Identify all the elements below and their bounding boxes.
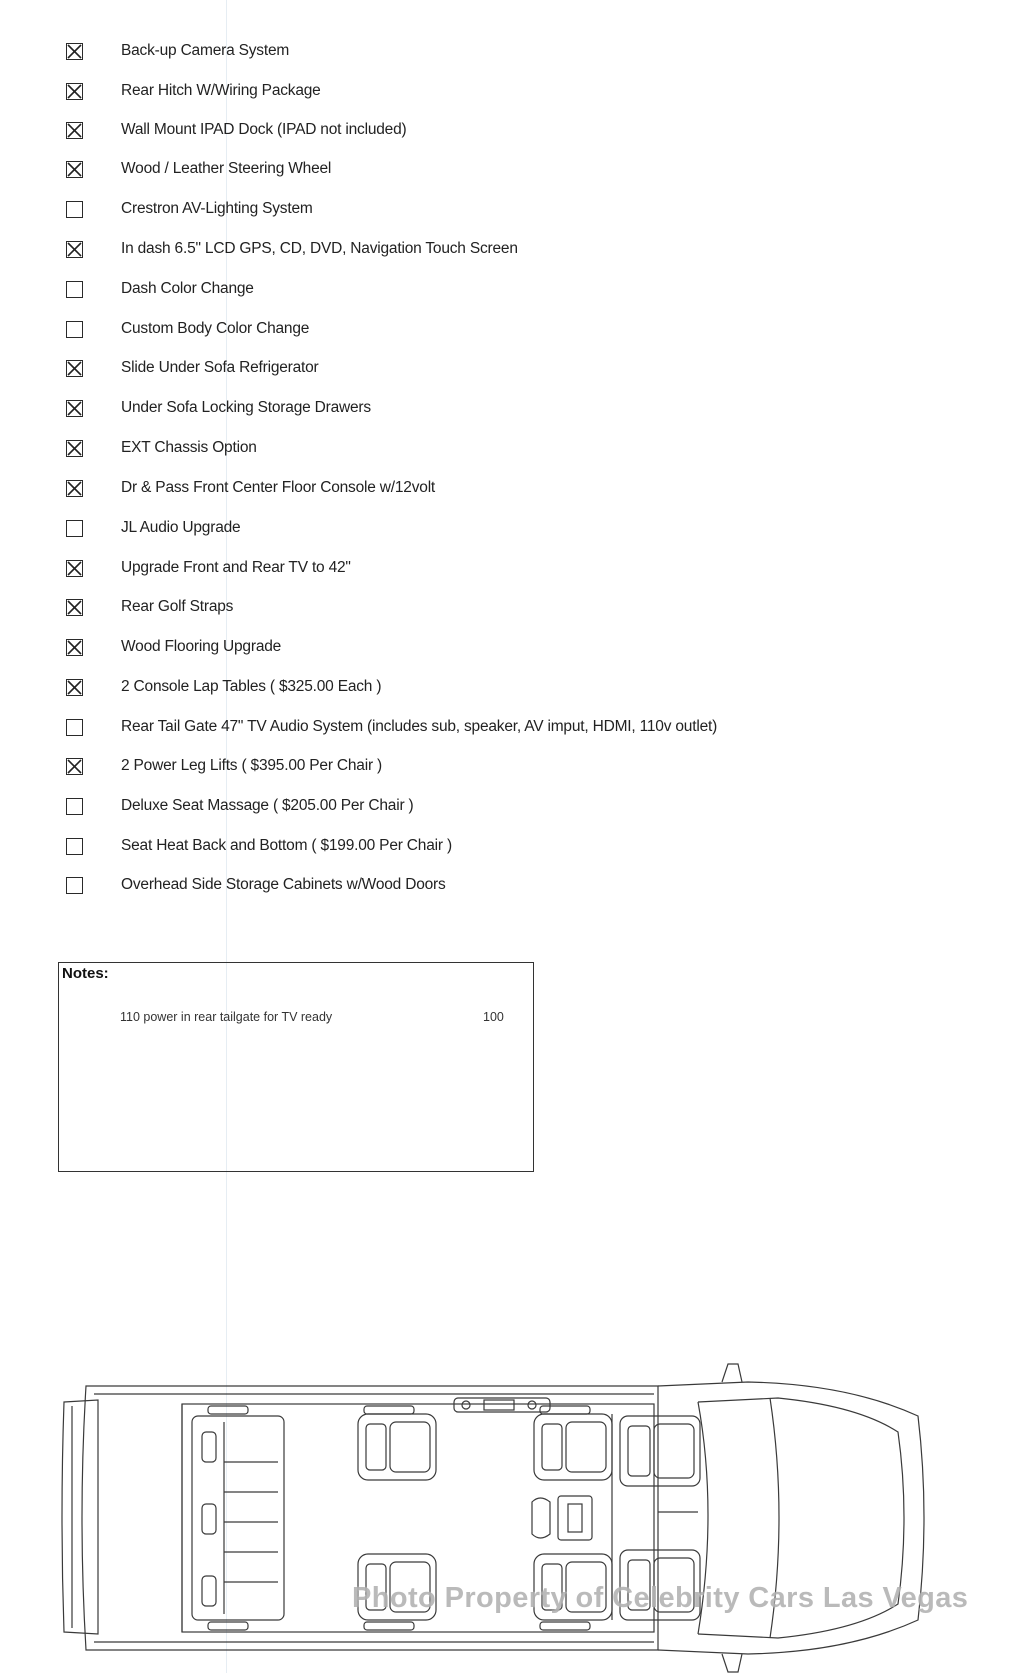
checked-box-icon[interactable] — [66, 758, 83, 775]
option-label: Crestron AV-Lighting System — [121, 200, 313, 217]
option-label: EXT Chassis Option — [121, 439, 257, 456]
van-floorplan-diagram — [58, 1362, 958, 1673]
unchecked-box-icon[interactable] — [66, 877, 83, 894]
option-row — [66, 714, 718, 740]
checked-box-icon[interactable] — [66, 560, 83, 577]
notes-box — [58, 962, 534, 1172]
unchecked-box-icon[interactable] — [66, 520, 83, 537]
option-row — [66, 276, 254, 302]
option-label: In dash 6.5" LCD GPS, CD, DVD, Navigation Touch Screen — [121, 240, 518, 257]
option-label: Under Sofa Locking Storage Drawers — [121, 399, 371, 416]
option-row — [66, 475, 436, 501]
notes-text: 110 power in rear tailgate for TV ready — [120, 1010, 333, 1024]
option-row — [66, 594, 234, 620]
option-label: Wall Mount IPAD Dock (IPAD not included) — [121, 121, 407, 138]
option-label: Deluxe Seat Massage ( $205.00 Per Chair ) — [121, 797, 414, 814]
checked-box-icon[interactable] — [66, 161, 83, 178]
unchecked-box-icon[interactable] — [66, 321, 83, 338]
option-row — [66, 395, 371, 421]
option-label: Rear Golf Straps — [121, 598, 234, 615]
option-label: Wood / Leather Steering Wheel — [121, 160, 332, 177]
notes-title: Notes: — [62, 965, 109, 982]
option-label: Upgrade Front and Rear TV to 42" — [121, 559, 351, 576]
option-label: Seat Heat Back and Bottom ( $199.00 Per Chair ) — [121, 837, 452, 854]
option-row — [66, 196, 313, 222]
unchecked-box-icon[interactable] — [66, 838, 83, 855]
option-label: 2 Console Lap Tables ( $325.00 Each ) — [121, 678, 382, 695]
option-label: Dash Color Change — [121, 280, 254, 297]
checked-box-icon[interactable] — [66, 440, 83, 457]
option-row — [66, 355, 319, 381]
checked-box-icon[interactable] — [66, 83, 83, 100]
option-row — [66, 674, 382, 700]
option-row — [66, 753, 383, 779]
option-row — [66, 236, 518, 262]
option-row — [66, 833, 452, 859]
checked-box-icon[interactable] — [66, 360, 83, 377]
option-label: 2 Power Leg Lifts ( $395.00 Per Chair ) — [121, 757, 383, 774]
checked-box-icon[interactable] — [66, 639, 83, 656]
option-row — [66, 117, 407, 143]
option-label: Custom Body Color Change — [121, 320, 310, 337]
option-row — [66, 316, 310, 342]
option-label: Wood Flooring Upgrade — [121, 638, 282, 655]
checked-box-icon[interactable] — [66, 122, 83, 139]
option-label: Overhead Side Storage Cabinets w/Wood Doors — [121, 876, 446, 893]
option-label: Back-up Camera System — [121, 42, 290, 59]
option-row — [66, 793, 414, 819]
option-label: Slide Under Sofa Refrigerator — [121, 359, 319, 376]
option-row — [66, 634, 282, 660]
option-label: Rear Tail Gate 47" TV Audio System (includes sub, speaker, AV imput, HDMI, 110v outlet) — [121, 718, 718, 735]
notes-number: 100 — [483, 1010, 504, 1024]
option-row — [66, 156, 332, 182]
unchecked-box-icon[interactable] — [66, 798, 83, 815]
checked-box-icon[interactable] — [66, 400, 83, 417]
option-row — [66, 872, 446, 898]
checked-box-icon[interactable] — [66, 43, 83, 60]
unchecked-box-icon[interactable] — [66, 719, 83, 736]
option-label: JL Audio Upgrade — [121, 519, 241, 536]
checked-box-icon[interactable] — [66, 679, 83, 696]
option-row — [66, 515, 241, 541]
option-label: Rear Hitch W/Wiring Package — [121, 82, 321, 99]
option-row — [66, 555, 351, 581]
option-row — [66, 38, 290, 64]
checked-box-icon[interactable] — [66, 599, 83, 616]
unchecked-box-icon[interactable] — [66, 281, 83, 298]
unchecked-box-icon[interactable] — [66, 201, 83, 218]
option-label: Dr & Pass Front Center Floor Console w/12volt — [121, 479, 436, 496]
option-row — [66, 78, 321, 104]
checked-box-icon[interactable] — [66, 480, 83, 497]
checked-box-icon[interactable] — [66, 241, 83, 258]
watermark-text: Photo Property of Celebrity Cars Las Vegas — [352, 1582, 969, 1614]
option-row — [66, 435, 257, 461]
